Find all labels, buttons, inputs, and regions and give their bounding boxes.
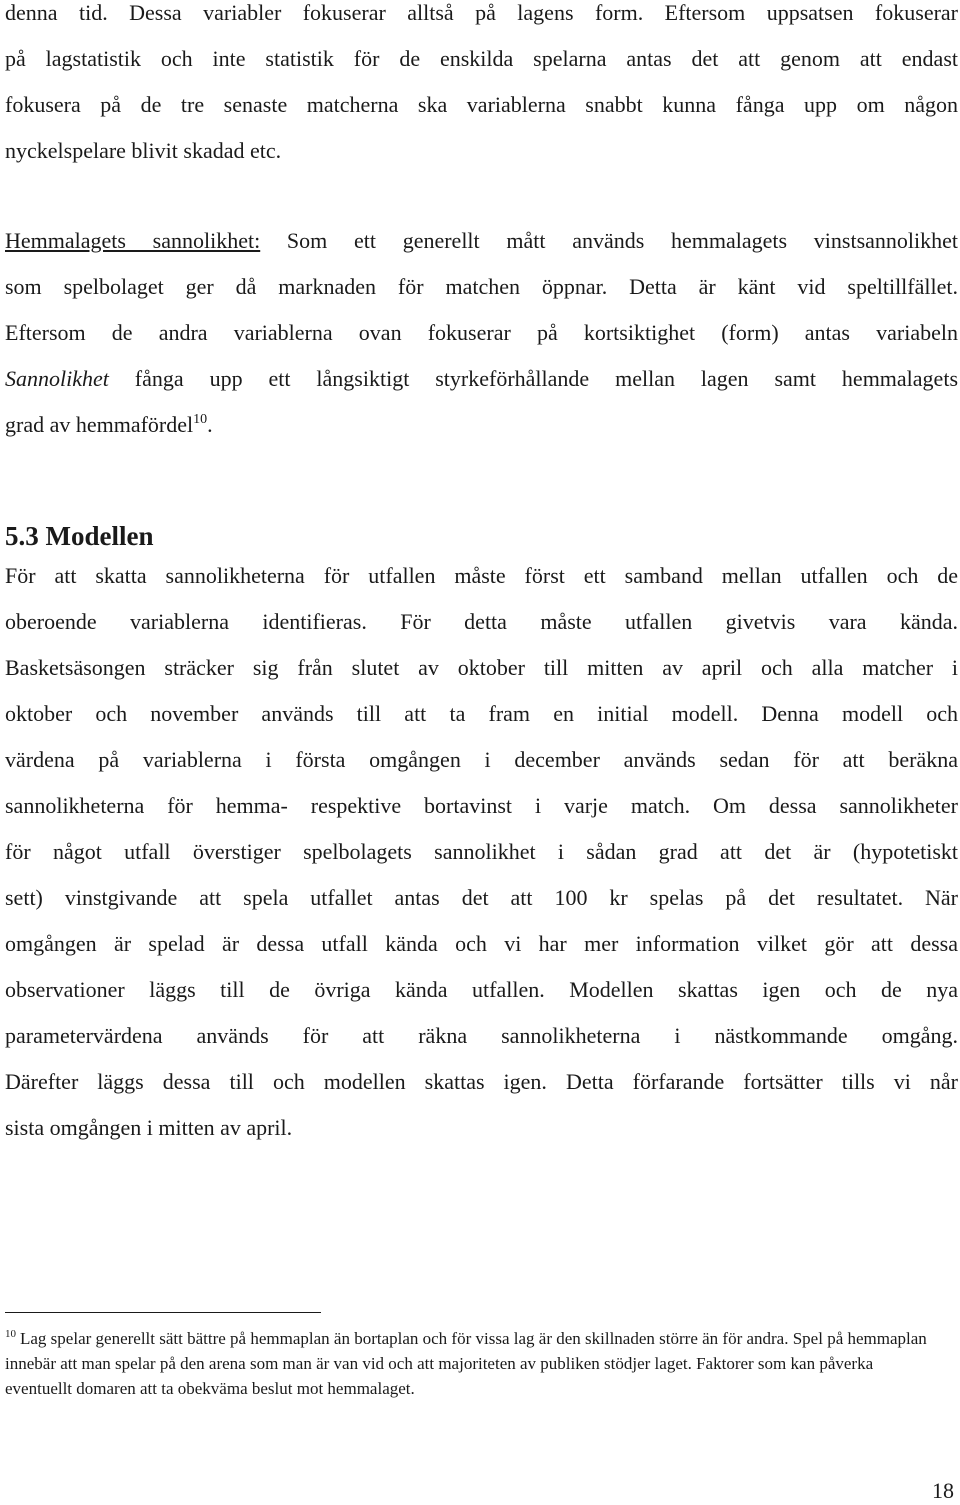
text-line: För att skatta sannolikheterna för utfallen måste först ett samband mellan utfallen och de [5,563,958,588]
footnote-marker: 10 [5,1328,16,1340]
text-line: oktober och november används till att ta fram en initial modell. Denna modell och [5,701,958,726]
text-line: parametervärdena används för att räkna sannolikheterna i nästkommande omgång. [5,1023,958,1048]
text-line: värdena på variablerna i första omgången i december används sedan för att beräkna [5,747,958,772]
text-fragment: Som ett generellt mått används hemmalagets vinstsannolikhet [260,228,958,253]
variable-name: Sannolikhet [5,366,109,391]
footnote [5,1326,940,1401]
text-line: Eftersom de andra variablerna ovan fokuserar på kortsiktighet (form) antas variabeln [5,320,958,345]
footnote-reference[interactable]: 10 [193,412,208,427]
text-fragment: grad av hemmafördel [5,412,194,437]
text-line: på lagstatistik och inte statistik för de enskilda spelarna antas det att genom att endast [5,46,958,71]
paragraph-home-probability [5,218,958,448]
paragraph-form-variables [5,0,958,174]
text-line: sista omgången i mitten av april. [5,1115,293,1140]
text-line: observationer läggs till de övriga kända utfallen. Modellen skattas igen och de nya [5,977,958,1002]
text-line: nyckelspelare blivit skadad etc. [5,138,282,163]
text-line: fokusera på de tre senaste matcherna ska variablerna snabbt kunna fånga upp om någon [5,92,958,117]
text-line: oberoende variablerna identifieras. För detta måste utfallen givetvis vara kända. [5,609,958,634]
footnote-text: Lag spelar generellt sätt bättre på hemmaplan än bortaplan och för vissa lag är den skillnaden större än för andra. Spel på hemmaplan innebär att man spelar på den arena som man är van vid och att majoriteten av publiken stödjer laget. Faktorer som kan påverka eventuellt domaren att ta obekväma beslut mot hemmalaget. [5,1329,927,1398]
text-fragment: . [207,412,213,437]
page-number: 18 [932,1478,954,1503]
text-line: omgången är spelad är dessa utfall kända och vi har mer information vilket gör att dessa [5,931,958,956]
text-line: sannolikheterna för hemma- respektive bortavinst i varje match. Om dessa sannolikheter [5,793,958,818]
text-fragment: fånga upp ett långsiktigt styrkeförhållande mellan lagen samt hemmalagets [108,366,958,391]
text-line: denna tid. Dessa variabler fokuserar alltså på lagens form. Eftersom uppsatsen fokuserar [5,0,958,25]
text-line: för något utfall överstiger spelbolagets sannolikhet i sådan grad att det är (hypotetiskt [5,839,958,864]
section-heading: 5.3 Modellen [5,521,154,551]
definition-label: Hemmalagets sannolikhet: [5,228,261,253]
footnote-separator [5,1312,321,1313]
text-line: som spelbolaget ger då marknaden för matchen öppnar. Detta är känt vid speltillfället. [5,274,958,299]
paragraph-model [5,553,958,1151]
text-line [5,218,958,264]
text-line: Basketsäsongen sträcker sig från slutet av oktober till mitten av april och alla matcher i [5,655,958,680]
text-line: sett) vinstgivande att spela utfallet antas det att 100 kr spelas på det resultatet. När [5,885,958,910]
text-line: Därefter läggs dessa till och modellen skattas igen. Detta förfarande fortsätter tills vi når [5,1069,958,1094]
text-line [5,356,958,402]
text-line [5,402,958,448]
